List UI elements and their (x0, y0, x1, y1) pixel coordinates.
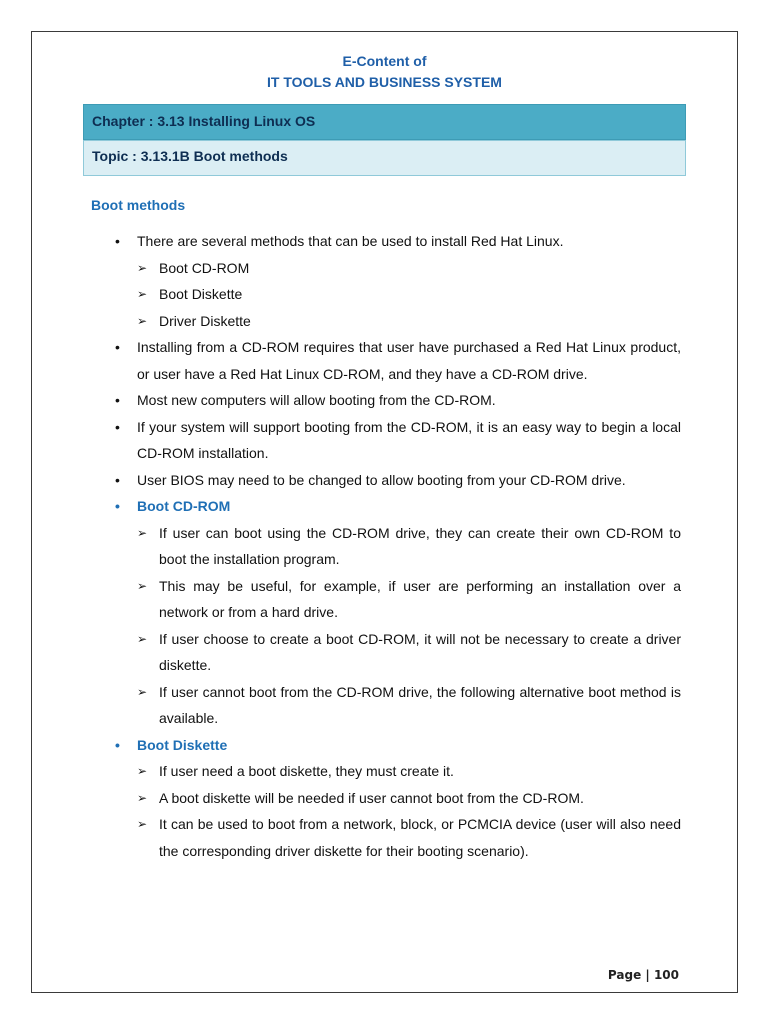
bullet-item: • There are several methods that can be used to install Red Hat Linux. (91, 228, 681, 255)
bullet-item-heading: • Boot Diskette (91, 732, 681, 759)
sub-item: ➢ If user choose to create a boot CD-ROM, it will not be necessary to create a driver diskette. (91, 626, 681, 679)
header-line-1: E-Content of (342, 53, 427, 69)
chapter-title: Chapter : 3.13 Installing Linux OS (92, 113, 316, 129)
bullet-icon: • (115, 233, 120, 249)
page-number: Page | 100 (607, 968, 679, 982)
arrow-icon: ➢ (137, 260, 148, 275)
bullet-item: • User BIOS may need to be changed to allow booting from your CD-ROM drive. (91, 467, 681, 494)
bullet-item: • If your system will support booting from the CD-ROM, it is an easy way to begin a local CD-ROM installation. (91, 414, 681, 467)
header-line-2: IT TOOLS AND BUSINESS SYSTEM (267, 74, 502, 90)
section-title: Boot methods (91, 197, 186, 213)
arrow-icon: ➢ (137, 631, 148, 646)
arrow-icon: ➢ (137, 578, 148, 593)
bullet-item: • Installing from a CD-ROM requires that user have purchased a Red Hat Linux product, or user have a Red Hat Linux CD-ROM, and they have a CD-ROM drive. (91, 334, 681, 387)
sub-item: ➢ If user can boot using the CD-ROM drive, they can create their own CD-ROM to boot the installation program. (91, 520, 681, 573)
page-frame (31, 31, 738, 993)
bullet-icon: • (115, 418, 120, 435)
bullet-icon: • (115, 498, 120, 514)
arrow-icon: ➢ (137, 287, 148, 301)
topic-title: Topic : 3.13.1B Boot methods (92, 148, 288, 164)
bullet-icon: • (115, 736, 120, 753)
document-header (32, 51, 737, 93)
bullet-icon: • (115, 471, 120, 488)
sub-item: ➢ A boot diskette will be needed if user cannot boot from the CD-ROM. (91, 785, 681, 812)
sub-item: ➢ If user need a boot diskette, they must create it. (91, 758, 681, 785)
sub-item: ➢ Driver Diskette (91, 308, 681, 335)
arrow-icon: ➢ (137, 313, 148, 328)
sub-item: ➢ It can be used to boot from a network, block, or PCMCIA device (user will also need the corresponding driver diskette for their booting scenario). (91, 811, 681, 864)
arrow-icon: ➢ (137, 817, 148, 831)
sub-item: ➢ Boot Diskette (91, 281, 681, 308)
arrow-icon: ➢ (137, 790, 148, 805)
bullet-icon: • (115, 392, 120, 408)
sub-item: ➢ Boot CD-ROM (91, 255, 681, 282)
content-body (91, 228, 681, 864)
sub-item: ➢ If user cannot boot from the CD-ROM drive, the following alternative boot method is available. (91, 679, 681, 732)
topic-bar (83, 140, 686, 176)
bullet-icon: • (115, 339, 120, 355)
sub-item: ➢ This may be useful, for example, if user are performing an installation over a network or from a hard drive. (91, 573, 681, 626)
arrow-icon: ➢ (137, 764, 148, 778)
arrow-icon: ➢ (137, 525, 148, 540)
arrow-icon: ➢ (137, 684, 148, 699)
chapter-bar (83, 104, 686, 140)
bullet-item-heading: • Boot CD-ROM (91, 493, 681, 520)
bullet-item: • Most new computers will allow booting from the CD-ROM. (91, 387, 681, 414)
